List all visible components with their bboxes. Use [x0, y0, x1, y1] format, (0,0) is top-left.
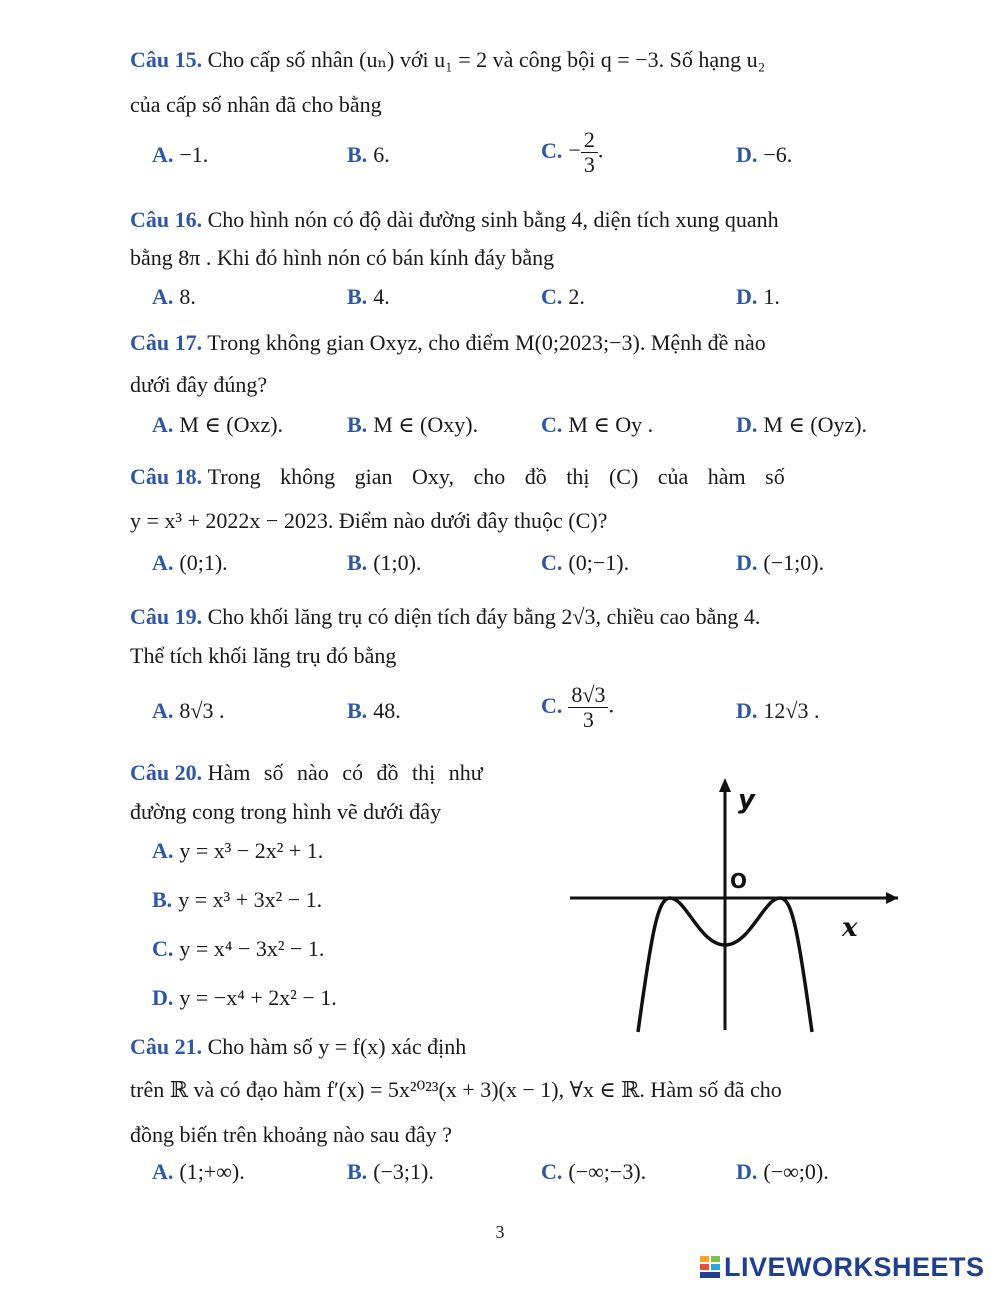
- q16-label: Câu 16.: [130, 207, 203, 232]
- q20-option-b[interactable]: B. y = x³ + 3x² − 1.: [152, 887, 323, 912]
- fraction: $\frac{2}{3}$: [581, 128, 598, 177]
- q15-stem-1: Cho cấp số nhân (uₙ) với u₁ = 2 và công bội q = −3. Số hạng u₂: [207, 47, 766, 72]
- q21-option-b[interactable]: B. (−3;1).: [347, 1159, 434, 1184]
- q15-option-d[interactable]: D. −6.: [736, 142, 793, 167]
- q15-option-c[interactable]: C. − $\frac{2}{3}$ .: [541, 127, 604, 177]
- q16-option-a[interactable]: A. 8.: [152, 284, 196, 309]
- q16-stem-1: Cho hình nón có độ dài đường sinh bằng 4, diện tích xung quanh: [207, 207, 779, 232]
- q21-option-d[interactable]: D. (−∞;0).: [736, 1159, 829, 1184]
- q16-stem-2: bằng 8π . Khi đó hình nón có bán kính đáy bằng: [130, 245, 555, 270]
- q18-option-d[interactable]: D. (−1;0).: [736, 550, 825, 575]
- q19-stem-2: Thể tích khối lăng trụ đó bằng: [130, 643, 397, 668]
- q18-option-a[interactable]: A. (0;1).: [152, 550, 228, 575]
- q19-label: Câu 19.: [130, 604, 203, 629]
- q17-label: Câu 17.: [130, 330, 203, 355]
- q20-function-graph: [560, 760, 905, 1035]
- origin-label: O: [730, 869, 748, 893]
- q15-stem-2: của cấp số nhân đã cho bằng: [130, 92, 382, 117]
- y-axis-label: y: [738, 785, 755, 815]
- q20-option-a[interactable]: A. y = x³ − 2x² + 1.: [152, 838, 324, 863]
- q21-label: Câu 21.: [130, 1034, 203, 1059]
- q18-line1: [130, 462, 910, 492]
- q16-line1: [130, 205, 910, 235]
- q19-stem-1: Cho khối lăng trụ có diện tích đáy bằng 2√3, chiều cao bằng 4.: [207, 604, 761, 629]
- q15-label: Câu 15.: [130, 47, 203, 72]
- q20-stem-1: Hàm số nào có đồ thị như: [207, 760, 483, 785]
- q17-option-d[interactable]: D. M ∈ (Oyz).: [736, 412, 868, 437]
- q19-line1: [130, 602, 910, 632]
- q16-option-b[interactable]: B. 4.: [347, 284, 390, 309]
- q17-stem-2: dưới đây đúng?: [130, 372, 268, 397]
- q18-stem-1: Trong không gian Oxy, cho đồ thị (C) của hàm số: [207, 464, 785, 489]
- q17-option-c[interactable]: C. M ∈ Oy .: [541, 412, 654, 437]
- q18-label: Câu 18.: [130, 464, 203, 489]
- brand-logo[interactable]: [700, 1252, 985, 1283]
- q19-option-c[interactable]: C. $\frac{8√3}{3}$ .: [541, 682, 614, 732]
- x-axis-label: x: [842, 913, 858, 943]
- q17-line1: [130, 328, 910, 358]
- q20-option-d[interactable]: D. y = −x⁴ + 2x² − 1.: [152, 985, 337, 1010]
- q17-option-b[interactable]: B. M ∈ (Oxy).: [347, 412, 479, 437]
- q16-option-c[interactable]: C. 2.: [541, 284, 585, 309]
- brand-name: LIVEWORKSHEETS: [724, 1252, 985, 1282]
- q21-option-c[interactable]: C. (−∞;−3).: [541, 1159, 647, 1184]
- q21-option-a[interactable]: A. (1;+∞).: [152, 1159, 245, 1184]
- q21-line1: [130, 1032, 550, 1062]
- q17-stem-1: Trong không gian Oxyz, cho điểm M(0;2023;−3). Mệnh đề nào: [207, 330, 766, 355]
- q19-option-a[interactable]: A. 8√3 .: [152, 698, 225, 723]
- q21-stem-1: Cho hàm số y = f(x) xác định: [207, 1034, 467, 1059]
- q20-line1: [130, 758, 550, 788]
- y-axis-arrow: [719, 778, 731, 792]
- q21-stem-3: đồng biến trên khoảng nào sau đây ?: [130, 1122, 452, 1147]
- q19-option-d[interactable]: D. 12√3 .: [736, 698, 820, 723]
- q18-option-b[interactable]: B. (1;0).: [347, 550, 422, 575]
- q19-option-b[interactable]: B. 48.: [347, 698, 401, 723]
- liveworksheets-icon: [700, 1256, 720, 1278]
- x-axis-arrow: [886, 892, 898, 904]
- q20-stem-2: đường cong trong hình vẽ dưới đây: [130, 799, 442, 824]
- q18-option-c[interactable]: C. (0;−1).: [541, 550, 630, 575]
- q15-line1: [130, 45, 910, 75]
- q15-option-a[interactable]: A. −1.: [152, 142, 209, 167]
- q15-option-b[interactable]: B. 6.: [347, 142, 390, 167]
- q18-stem-2: y = x³ + 2022x − 2023. Điểm nào dưới đây thuộc (C)?: [130, 508, 608, 533]
- fraction: $\frac{8√3}{3}$: [568, 683, 608, 732]
- page-number: 3: [495, 1222, 505, 1242]
- q20-label: Câu 20.: [130, 760, 203, 785]
- q16-option-d[interactable]: D. 1.: [736, 284, 780, 309]
- q21-stem-2: trên ℝ và có đạo hàm f′(x) = 5x²⁰²³(x + 3)(x − 1), ∀x ∈ ℝ. Hàm số đã cho: [130, 1077, 782, 1102]
- q20-option-c[interactable]: C. y = x⁴ − 3x² − 1.: [152, 936, 325, 961]
- q17-option-a[interactable]: A. M ∈ (Oxz).: [152, 412, 284, 437]
